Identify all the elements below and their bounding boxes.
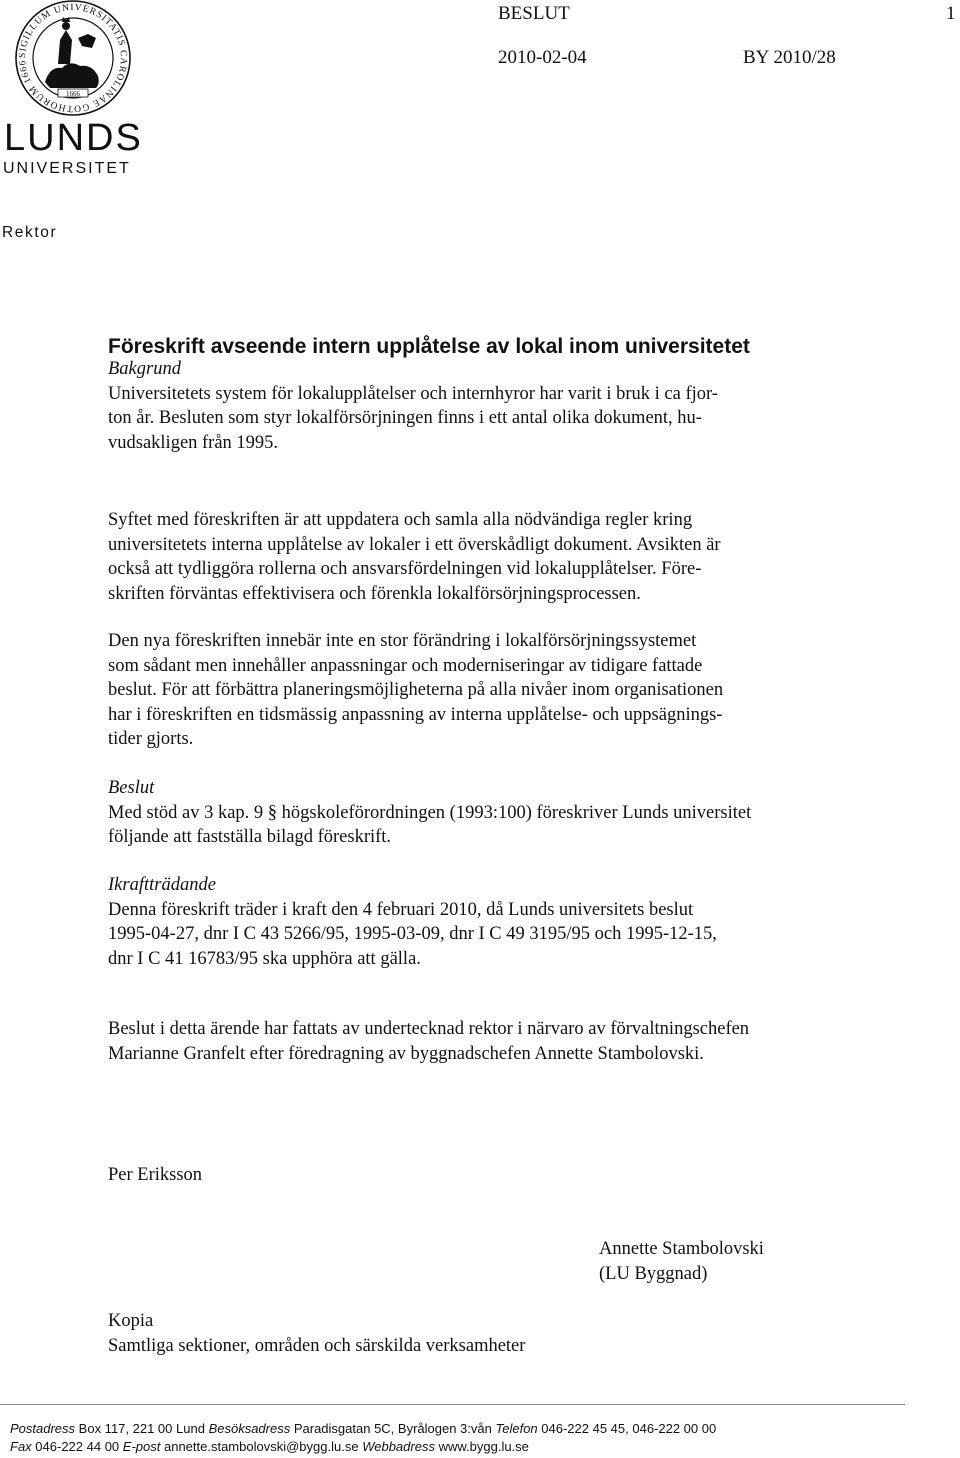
visit-address: Paradisgatan 5C, Byrålogen 3:vån — [293, 1421, 492, 1436]
paragraph-line: har i föreskriften en tidsmässig anpassning av interna upplåtelse- och uppsägnings- — [108, 704, 723, 725]
paragraph-line: Universitetets system för lokalupplåtelser och internhyror har varit i bruk i ca fjor- — [108, 383, 718, 404]
page-title: Föreskrift avseende intern upplåtelse av lokal inom universitetet — [108, 335, 750, 358]
svg-text:SIGILLUM UNIVERSITATIS CAROLIN: SIGILLUM UNIVERSITATIS CAROLINAE GOTHORUM 1666 — [17, 2, 129, 114]
paragraph-line: följande att fastställa bilagd föreskrift. — [108, 827, 392, 847]
paragraph-line: Syftet med föreskriften är att uppdatera och samla alla nödvändiga regler kring — [108, 510, 693, 530]
postal-address: Box 117, 221 00 Lund — [78, 1421, 205, 1436]
document-type: BESLUT — [498, 3, 570, 24]
copy-label: Kopia — [108, 1311, 154, 1331]
postal-label: Postadress — [10, 1421, 76, 1436]
section-heading: Beslut — [108, 778, 155, 798]
paragraph-line: dnr I C 41 16783/95 ska upphöra att gälla. — [108, 948, 421, 969]
paragraph-line: Marianne Granfelt efter föredragning av byggnadschefen Annette Stambolovski. — [108, 1043, 704, 1064]
paragraph-line: 1995-04-27, dnr I C 43 5266/95, 1995-03-09, dnr I C 49 3195/95 och 1995-12-15, — [108, 924, 717, 944]
paragraph-line: ton år. Besluten som styr lokalförsörjningen finns i ett antal olika dokument, hu- — [108, 408, 702, 428]
email-label: E-post — [122, 1439, 161, 1454]
phone-label: Telefon — [495, 1421, 538, 1436]
section-ikrafttradande — [108, 873, 843, 971]
logo-wordmark-universitet: UNIVERSITET — [3, 160, 131, 177]
paragraph-line: som sådant men innehåller anpassningar och moderniseringar av tidigare fattade — [108, 655, 703, 676]
paragraph-purpose — [108, 508, 843, 606]
footer-line-2 — [10, 1439, 529, 1454]
paragraph-line: Den nya föreskriften innebär inte en stor förändring i lokalförsörjningssystemet — [108, 631, 697, 651]
copy-section — [108, 1309, 525, 1358]
page-number: 1 — [946, 3, 956, 24]
document-date: 2010-02-04 — [498, 47, 587, 68]
paragraph-line: vudsakligen från 1995. — [108, 432, 279, 453]
visit-label: Besöksadress — [208, 1421, 291, 1436]
paragraph-line: Beslut i detta ärende har fattats av undertecknad rektor i närvaro av förvaltningschefen — [108, 1019, 750, 1039]
section-beslut — [108, 776, 843, 850]
signer-name: Per Eriksson — [108, 1165, 203, 1185]
paragraph-line: Denna föreskrift träder i kraft den 4 februari 2010, då Lunds universitets beslut — [108, 899, 694, 920]
section-bakgrund — [108, 357, 843, 455]
svg-text:1666: 1666 — [66, 90, 80, 98]
presenter-signature — [599, 1237, 764, 1286]
sender-label: Rektor — [2, 224, 58, 241]
paragraph-changes — [108, 629, 843, 752]
presenter-name: Annette Stambolovski — [599, 1239, 764, 1259]
paragraph-line: universitetets interna upplåtelse av lokaler i ett överskådligt dokument. Avsikten är — [108, 534, 721, 555]
phone-number: 046-222 45 45, 046-222 00 00 — [541, 1421, 717, 1436]
fax-label: Fax — [10, 1439, 32, 1454]
copy-recipients: Samtliga sektioner, områden och särskilda verksamheter — [108, 1335, 526, 1356]
section-heading: Bakgrund — [108, 359, 181, 379]
decision-note — [108, 1017, 843, 1066]
email-link[interactable]: annette.stambolovski@bygg.lu.se — [163, 1439, 359, 1454]
web-label: Webbadress — [362, 1439, 435, 1454]
paragraph-line: skriften förväntas effektivisera och förenkla lokalförsörjningsprocessen. — [108, 583, 641, 604]
paragraph-line: Med stöd av 3 kap. 9 § högskoleförordningen (1993:100) föreskriver Lunds universitet — [108, 802, 752, 823]
paragraph-line: också att tydliggöra rollerna och ansvarsfördelningen vid lokalupplåtelser. Före- — [108, 559, 702, 579]
footer-divider — [0, 1404, 905, 1405]
section-heading: Ikraftträdande — [108, 875, 216, 895]
university-logo — [0, 0, 150, 182]
footer-line-1 — [10, 1421, 716, 1436]
paragraph-line: beslut. För att förbättra planeringsmöjligheterna på alla nivåer inom organisationen — [108, 680, 724, 700]
reference-number: BY 2010/28 — [743, 47, 836, 68]
logo-wordmark-lunds: LUNDS — [4, 117, 143, 159]
fax-number: 046-222 44 00 — [35, 1439, 120, 1454]
web-link[interactable]: www.bygg.lu.se — [438, 1439, 529, 1454]
presenter-unit: (LU Byggnad) — [599, 1263, 708, 1284]
paragraph-line: tider gjorts. — [108, 729, 194, 749]
